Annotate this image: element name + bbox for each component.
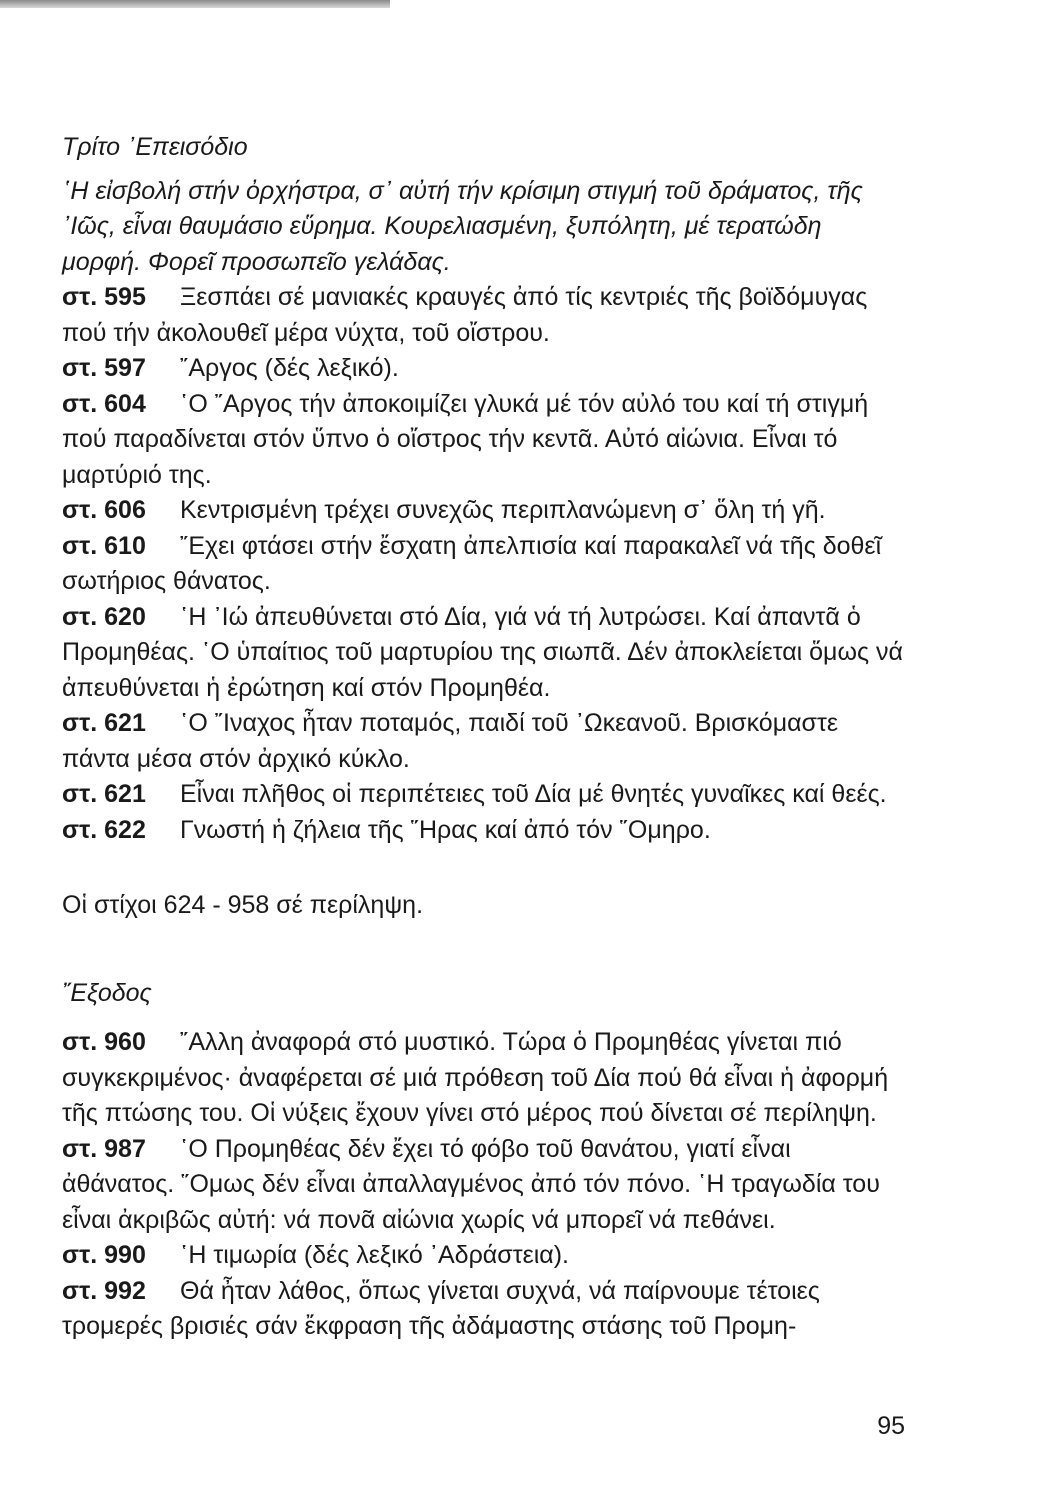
verse-note — [62, 813, 907, 849]
verse-note — [62, 351, 907, 387]
verse-note — [62, 493, 907, 529]
verse-ref: στ. 606 — [62, 496, 146, 524]
exodus-entries — [62, 1025, 907, 1345]
verse-note — [62, 600, 907, 707]
section-heading-exodus: ῎Εξοδος — [62, 978, 152, 1007]
verse-ref: στ. 622 — [62, 815, 146, 844]
verse-note — [62, 1025, 907, 1132]
verse-text: ῾Ο ῎Αργος τήν ἀποκοιμίζει γλυκά μέ τόν αὐλό του καί τή στιγμή πού παραδίνεται στόν ὕπνο ὁ οἴστρος τήν κεντᾶ. Αὐτό αἰώνια. Εἶναι τό μαρτύριό της. — [62, 389, 869, 489]
summary-line: Οἱ στίχοι 624 - 958 σέ περίληψη. — [62, 891, 424, 919]
section-heading-third-episode: Τρίτο ᾿Επεισόδιο — [62, 133, 248, 161]
verse-text: Θά ἦταν λάθος, ὅπως γίνεται συχνά, νά παίρνουμε τέτοιες τρομερές βρισιές σάν ἔκφραση τῆς ἀδάμαστης στάσης τοῦ Προμη- — [62, 1276, 820, 1340]
verse-ref: στ. 621 — [62, 780, 146, 808]
verse-text: Κεντρισμένη τρέχει συνεχῶς περιπλανώμενη σ᾿ ὅλη τή γῆ. — [180, 496, 826, 524]
verse-ref: στ. 992 — [62, 1276, 146, 1305]
verse-text: ῾Ο ῎Ιναχος ἦταν ποταμός, παιδί τοῦ ᾿Ωκεανοῦ. Βρισκόμαστε πάντα μέσα στόν ἀρχικό κύκλο. — [62, 709, 839, 773]
verse-note — [62, 1238, 907, 1274]
verse-ref: στ. 621 — [62, 709, 146, 737]
verse-ref: στ. 987 — [62, 1134, 146, 1163]
verse-text: Γνωστή ἡ ζήλεια τῆς ῞Ηρας καί ἀπό τόν ῞Ομηρο. — [180, 815, 711, 844]
verse-ref: στ. 610 — [62, 531, 146, 560]
third-episode-entries — [62, 280, 907, 848]
verse-text: Ξεσπάει σέ μανιακές κραυγές ἀπό τίς κεντριές τῆς βοϊδόμυγας πού τήν ἀκολουθεῖ μέρα νύχτα, τοῦ οἴστρου. — [62, 283, 868, 347]
verse-text: ῎Αργος (δές λεξικό). — [180, 354, 399, 382]
verse-ref: στ. 960 — [62, 1028, 146, 1056]
intro-paragraph: ῾Η εἰσβολή στήν ὀρχήστρα, σ᾿ αὐτή τήν κρίσιμη στιγμή τοῦ δράματος, τῆς ᾿Ιῶς, εἶναι θαυμάσιο εὕρημα. Κουρελιασμένη, ξυπόλητη, μέ τερατώδη μορφή. Φορεῖ προσωπεῖο γελάδας. — [62, 176, 863, 276]
verse-ref: στ. 620 — [62, 602, 146, 631]
verse-text: ῎Εχει φτάσει στήν ἔσχατη ἀπελπισία καί παρακαλεῖ νά τῆς δοθεῖ σωτήριος θάνατος. — [62, 531, 882, 595]
verse-text: Εἶναι πλῆθος οἱ περιπέτειες τοῦ Δία μέ θνητές γυναῖκες καί θεές. — [180, 780, 887, 808]
verse-note — [62, 529, 907, 600]
page-body — [62, 130, 907, 1345]
verse-note — [62, 387, 907, 494]
page-edge-shadow — [0, 0, 390, 8]
verse-text: ῾Η τιμωρία (δές λεξικό ᾿Αδράστεια). — [180, 1241, 569, 1269]
verse-note — [62, 1132, 907, 1239]
verse-ref: στ. 597 — [62, 354, 146, 382]
page-number: 95 — [877, 1412, 905, 1440]
verse-text: ῾Ο Προμηθέας δέν ἔχει τό φόβο τοῦ θανάτου, γιατί εἶναι ἀθάνατος. ῞Ομως δέν εἶναι ἀπαλλαγμένος ἀπό τόν πόνο. ῾Η τραγωδία του εἶναι ἀκριβῶς αὐτή: νά πονᾶ αἰώνια χωρίς νά μπορεῖ νά πεθάνει. — [62, 1134, 880, 1234]
verse-ref: στ. 990 — [62, 1241, 146, 1269]
verse-ref: στ. 595 — [62, 283, 146, 311]
verse-ref: στ. 604 — [62, 389, 146, 418]
verse-note — [62, 706, 907, 777]
verse-note — [62, 777, 907, 813]
verse-text: ῎Αλλη ἀναφορά στό μυστικό. Τώρα ὁ Προμηθέας γίνεται πιό συγκεκριμένος· ἀναφέρεται σέ μιά πρόθεση τοῦ Δία πού θά εἶναι ἡ ἀφορμή τῆς πτώσης του. Οἱ νύξεις ἔχουν γίνει στό μέρος πού δίνεται σέ περίληψη. — [62, 1028, 889, 1127]
verse-note — [62, 1274, 907, 1345]
verse-text: ῾Η ᾿Ιώ ἀπευθύνεται στό Δία, γιά νά τή λυτρώσει. Καί ἀπαντᾶ ὁ Προμηθέας. ῾Ο ὑπαίτιος τοῦ μαρτυρίου της σιωπᾶ. Δέν ἀποκλείεται ὅμως νά ἀπευθύνεται ἡ ἐρώτηση καί στόν Προμηθέα. — [62, 602, 903, 702]
verse-note — [62, 280, 907, 351]
